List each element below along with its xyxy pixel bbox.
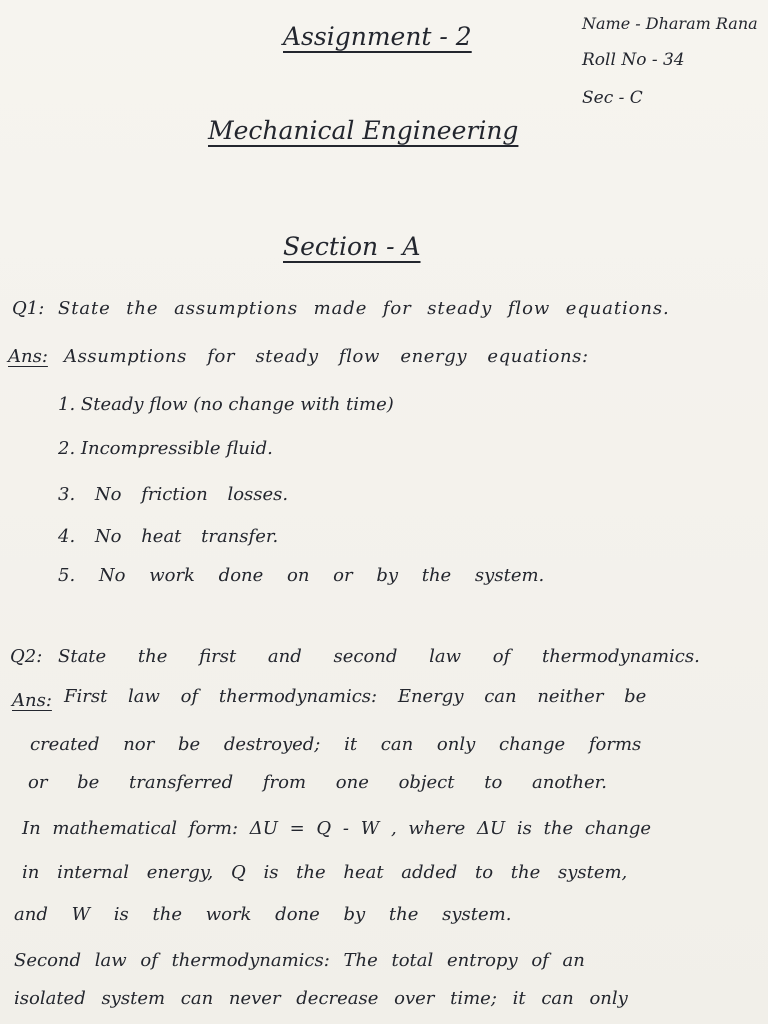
q1-answer-intro: Assumptions for steady flow energy equations: — [64, 346, 589, 367]
q1-point-1: 1. Steady flow (no change with time) — [58, 394, 394, 415]
q2-question: State the first and second law of thermodynamics. — [58, 646, 700, 667]
q2-line-6: and W is the work done by the system. — [14, 904, 512, 925]
q1-label: Q1: — [12, 298, 45, 319]
q2-line-5: in internal energy, Q is the heat added to the system, — [22, 862, 628, 883]
q2-line-4: In mathematical form: ΔU = Q - W , where ΔU is the change — [22, 818, 651, 839]
q1-point-2: 2. Incompressible fluid. — [58, 438, 273, 459]
section-heading: Section - A — [283, 232, 421, 261]
q1-point-5: 5. No work done on or by the system. — [58, 565, 545, 586]
subject-title: Mechanical Engineering — [208, 116, 519, 145]
roll-number: Roll No - 34 — [582, 50, 685, 70]
q2-line-7: Second law of thermodynamics: The total entropy of an — [14, 950, 585, 971]
section-label: Sec - C — [582, 88, 643, 108]
student-name: Name - Dharam Rana — [582, 14, 758, 33]
q2-label: Q2: — [10, 646, 43, 667]
q2-line-3: or be transferred from one object to another. — [28, 772, 607, 793]
q1-answer-label: Ans: — [8, 346, 48, 367]
q2-line-2: created nor be destroyed; it can only change forms — [30, 734, 642, 755]
q1-point-3: 3. No friction losses. — [58, 484, 289, 505]
assignment-title: Assignment - 2 — [283, 22, 472, 51]
q2-answer-label: Ans: — [12, 690, 52, 711]
q2-line-8: isolated system can never decrease over time; it can only — [14, 988, 628, 1009]
q2-line-1: First law of thermodynamics: Energy can neither be — [64, 686, 647, 707]
q1-question: State the assumptions made for steady flow equations. — [58, 298, 670, 319]
q1-point-4: 4. No heat transfer. — [58, 526, 279, 547]
